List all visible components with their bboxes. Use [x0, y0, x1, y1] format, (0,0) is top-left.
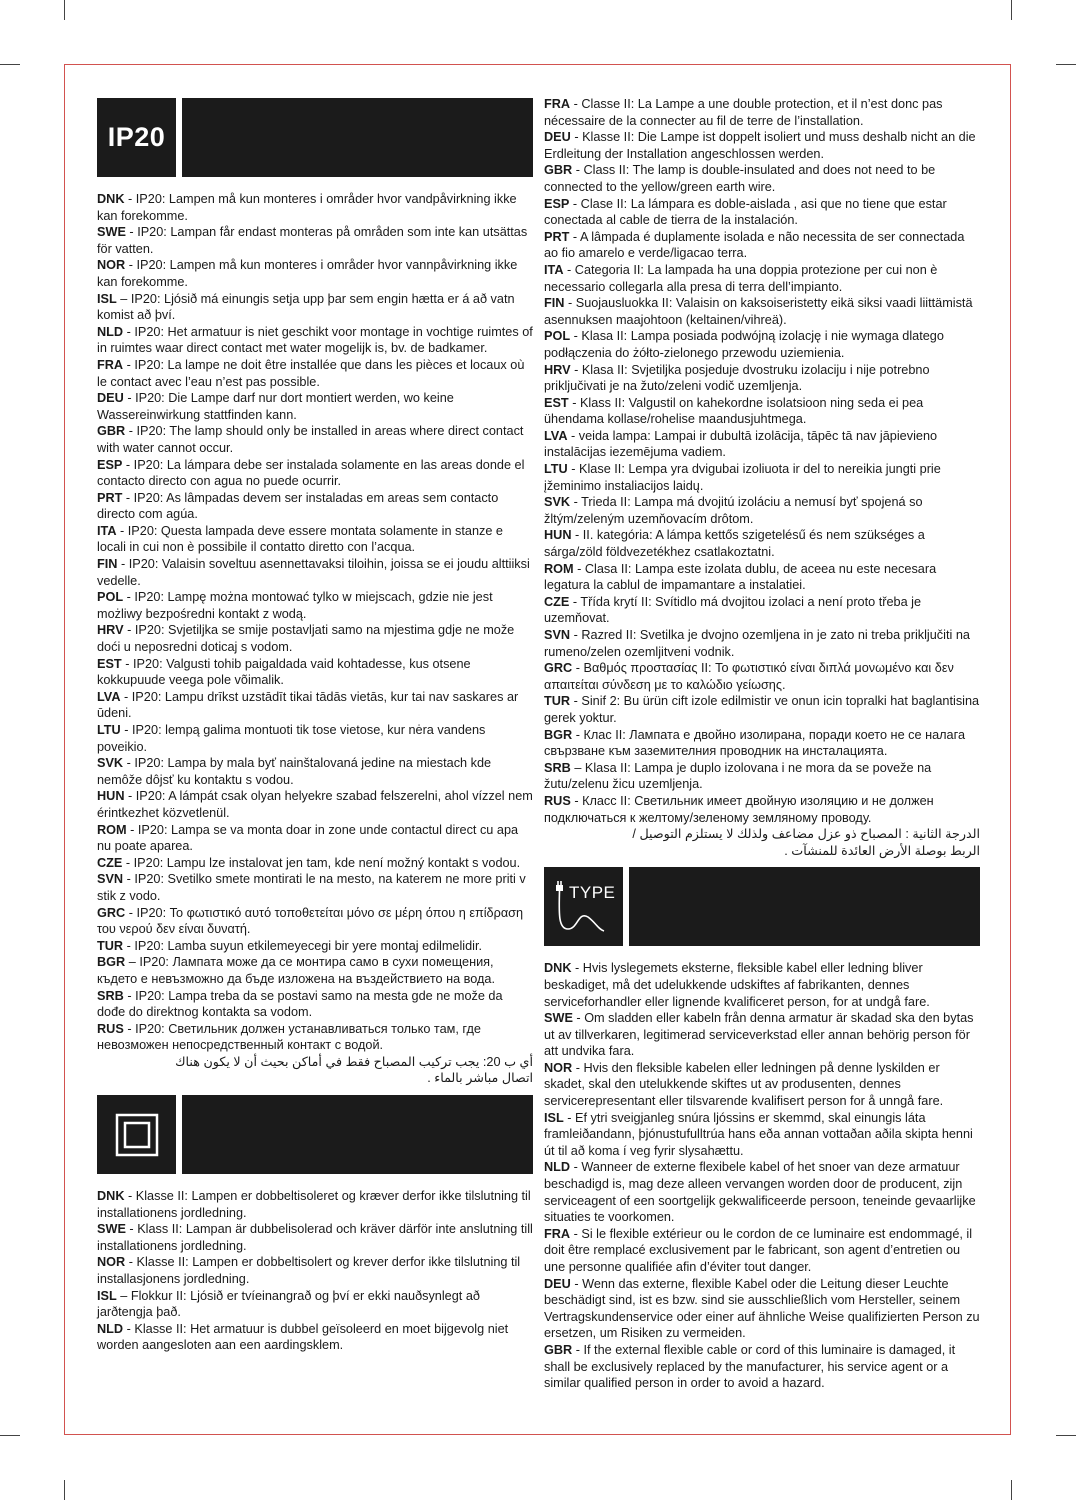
separator: - [567, 462, 580, 477]
separator: - [123, 1321, 135, 1336]
header-bar [182, 98, 533, 177]
separator: - [572, 1060, 584, 1075]
separator: - [569, 229, 580, 244]
separator: - [116, 523, 128, 538]
language-entry-srb [97, 988, 533, 1021]
separator: - [120, 723, 133, 737]
language-entry-est [97, 656, 533, 689]
entry-text: Třída krytí II: Svítidlo má dvojitou izolaci a není proto třeba je uzemňovat. [544, 594, 922, 626]
entry-text: Клас II: Лампата е двойно изолирана, поради което не се налага свързване към заземителния проводник на инсталацията. [544, 727, 965, 759]
entry-text: IP20: Lamba suyun etkilemeyecegi bir yere montaj edilmelidir. [134, 938, 483, 953]
language-entry-nld [544, 1159, 980, 1225]
language-code: BGR [544, 727, 573, 742]
entry-text: Klasse II: Lampen er dobbeltisoleret og kræver derfor ikke tilslutning til installationens jordledning. [97, 1189, 531, 1220]
entry-text: IP20: Lampa treba da se postavi samo na mesta gde ne može da dođe do direktnog kontakta sa vodom. [97, 988, 503, 1020]
language-code: NOR [97, 258, 126, 273]
arabic-text: اتصال مباشر بالماء . [427, 1071, 533, 1086]
entry-text: IP20: A lámpát csak olyan helyekre szabad felszerelni, ahol vízzel nem érintkezhet közvetlenül. [97, 789, 533, 820]
separator: - [123, 391, 136, 406]
separator: - [123, 988, 136, 1003]
language-code: RUS [97, 1021, 124, 1036]
language-code: SRB [97, 988, 124, 1003]
language-entry-gbr [544, 162, 980, 195]
language-code: ISL [97, 1288, 117, 1303]
entry-text: IP20: Светильник должен устанавливаться только там, где невозможен непосредственный контакт с водой. [97, 1021, 481, 1053]
crop-mark [64, 1480, 65, 1500]
language-entry-nor [97, 257, 533, 290]
separator: - [572, 1011, 585, 1026]
language-entry-nld [97, 1321, 533, 1354]
left-column [97, 98, 533, 1354]
language-entry-svn [97, 871, 533, 904]
language-code: BGR [97, 955, 126, 970]
separator: - [569, 196, 581, 211]
separator: - [571, 528, 583, 543]
language-entry-pol [544, 328, 980, 361]
separator: - [564, 296, 576, 311]
language-code: FIN [97, 557, 118, 572]
separator: – [570, 760, 585, 775]
language-code: HUN [97, 789, 125, 804]
entry-text: IP20: The lamp should only be installed in areas where direct contact with water cannot occur. [97, 424, 524, 455]
language-entry-bgr [544, 727, 980, 760]
arabic-text: الدرجة الثانية : المصباح ذو عزل مضاعف ولذلك لا يستلزم التوصيل / [632, 827, 980, 842]
separator: - [123, 756, 135, 771]
separator: - [568, 395, 580, 410]
language-entry-swe [97, 224, 533, 257]
language-entry-dnk [97, 191, 533, 224]
double-square-icon [112, 1110, 162, 1160]
language-code: DEU [97, 391, 124, 406]
entry-text: Clasa II: Lampa este izolata dublu, de aceea nu este necesara legatura la cablul de impamantare a instalatiei. [544, 561, 937, 593]
entry-text: Class II: The lamp is double-insulated and does not need to be connected to the yellow/green earth wire. [544, 163, 936, 194]
separator: - [123, 872, 135, 887]
separator: - [570, 329, 582, 344]
language-code: DEU [544, 1276, 571, 1291]
language-code: SVN [97, 872, 124, 887]
language-entry-gbr [97, 423, 533, 456]
language-code: CZE [544, 594, 570, 609]
language-entry-svn [544, 627, 980, 660]
separator: - [570, 495, 582, 510]
language-code: ITA [544, 262, 564, 277]
entry-text: Klass II: Valgustil on kahekordne isolatsioon ning seda ei pea ühendama kollase/rohelise maandusjuhtmega. [544, 395, 924, 427]
language-entry-lva [544, 428, 980, 461]
entry-text: Clase II: La lámpara es doble-aislada , asi que no tiene que estar conectada al cable de tierra de la instalación. [544, 196, 947, 228]
language-code: NLD [97, 324, 124, 339]
separator: - [123, 357, 135, 372]
entry-text: Βαθμός προστασίας II: Το φωτιστικό είναι διπλά μονωμένο και δεν απαιτείται σύνδεση με το καλώδιο γείωσης. [544, 661, 954, 692]
separator: - [570, 1276, 583, 1291]
entry-text: IP20: Lampa se va monta doar in zone unde contactul direct cu apa nu poate aparea. [97, 822, 519, 854]
language-entry-rus [97, 1021, 533, 1054]
crop-mark [0, 1435, 20, 1436]
entry-text: IP20: Lampa by mala byť nainštalovaná jedine na miestach kde nemôže dôjsť ku kontaktu s vodou. [97, 756, 492, 787]
separator: - [124, 1189, 136, 1204]
language-code: ESP [544, 196, 570, 211]
entry-text: II. kategória: A lámpa kettős szigetelésű és nem szükséges a sárga/zöld földvezetékhez csatlakoztatni. [544, 528, 925, 560]
language-entry-cze [544, 594, 980, 627]
language-entry-bgr [97, 954, 533, 987]
entry-text: Klase II: Lempa yra dvigubai izoliuota ir del to nereikia jungti prie įžeminimo instaliacijos laidų. [544, 462, 941, 493]
entry-text: IP20: Лампата може да се монтира само в сухи помещения, където е невъзможно да бъде изложена на въздействието на вода. [97, 955, 496, 986]
cable-replacement-notes [544, 960, 980, 1391]
entry-text: IP20: Svetilko smete montirati le na mesto, na katerem ne more priti v stik z vodo. [97, 872, 526, 903]
language-code: ITA [97, 523, 117, 538]
entry-text: Klasa II: Svjetiljka posjeduje dvostruku izolaciju i nije potrebno priključivati je na žuto/zeleni vodič uzemljenja. [544, 362, 930, 394]
language-code: SVK [544, 495, 571, 510]
type-badge [544, 867, 623, 946]
entry-text: Klasse II: Lampen er dobbeltisolert og krever derfor ikke tilslutning til installasjonens jordledning. [97, 1255, 521, 1287]
separator: - [123, 1021, 136, 1036]
language-code: TUR [544, 694, 571, 709]
entry-text: IP20: Questa lampada deve essere montata solamente in stanze e locali in cui non è possibile il contatto diretto con l’acqua. [97, 523, 503, 555]
entry-text: IP20: lempą galima montuoti tik tose vietose, kur nėra vandens poveikio. [97, 723, 486, 754]
language-code: NOR [544, 1060, 573, 1075]
language-code: EST [97, 656, 122, 671]
language-code: SVK [97, 756, 124, 771]
language-code: FIN [544, 296, 565, 311]
language-entry-fra [97, 357, 533, 390]
language-entry-ltu [544, 461, 980, 494]
class2-notes-right [544, 96, 980, 826]
crop-mark [0, 64, 20, 65]
separator: - [570, 362, 582, 377]
arabic-text: الربط بوصلة الأرض العائدة للمنشآت . [784, 843, 980, 858]
language-entry-swe [544, 1010, 980, 1060]
separator: - [569, 594, 581, 609]
language-code: POL [544, 329, 571, 344]
language-code: FRA [544, 1226, 571, 1241]
ip20-warnings [97, 191, 533, 1054]
separator: - [123, 324, 135, 339]
entry-text: If the external flexible cable or cord of this luminaire is damaged, it shall be exclusively replaced by the manufacturer, his service agent or a similar qualified person in order to avoid a hazard. [544, 1342, 956, 1391]
type-label: TYPE [569, 883, 616, 903]
language-entry-hrv [97, 622, 533, 655]
language-entry-nor [97, 1254, 533, 1287]
ip20-badge [97, 98, 176, 177]
separator: - [563, 262, 575, 277]
language-code: ISL [544, 1110, 564, 1125]
entry-text: IP20: Het armatuur is niet geschikt voor montage in vochtige ruimtes of in ruimtes waar direct contact met water mogelijk is, bv. de badkamer. [97, 324, 533, 356]
separator: - [123, 590, 135, 605]
separator: - [570, 1160, 582, 1175]
entry-text: veida lampa: Lampai ir dubultā izolācija, tāpēc tā nav jāpievieno instalācijas iezemējuma vadiem. [544, 428, 938, 460]
language-entry-ita [544, 262, 980, 295]
language-code: DNK [544, 961, 572, 976]
entry-text: Klass II: Lampan är dubbelisolerad och kräver därför inte anslutning till installationens jordledning. [97, 1222, 533, 1253]
language-code: CZE [97, 855, 123, 870]
language-code: EST [544, 395, 569, 410]
language-code: SWE [97, 225, 126, 240]
language-entry-deu [544, 129, 980, 162]
separator: - [122, 855, 134, 870]
entry-text: IP20: Lampu drīkst uzstādīt tikai tādās vietās, kur tai nav saskares ar ūdeni. [97, 689, 519, 721]
language-entry-rom [544, 561, 980, 594]
language-entry-svk [97, 755, 533, 788]
language-code: DEU [544, 130, 571, 145]
separator: - [573, 561, 585, 576]
language-entry-grc [97, 905, 533, 938]
entry-text: IP20: Lampan får endast monteras på områden som inte kan utsättas för vatten. [97, 225, 528, 256]
separator: - [122, 457, 134, 472]
entry-text: Om sladden eller kabeln från denna armatur är skadad ska den bytas ut av tillverkaren, legitimerad serviceverkstad eller annan behörig person för att undvika fara. [544, 1011, 974, 1059]
language-entry-tur [97, 938, 533, 955]
entry-text: Flokkur II: Ljósið er tvíeinangrað og því er ekki nauðsynlegt að jarðtengja það. [97, 1288, 480, 1320]
separator: - [567, 428, 579, 443]
language-code: LTU [544, 462, 568, 477]
language-code: SVN [544, 628, 571, 642]
entry-text: IP20: Valaisin soveltuu asennettavaksi tiloihin, joissa se ei joudu alttiiksi vedelle. [97, 557, 530, 588]
separator: - [120, 689, 132, 704]
language-code: PRT [544, 229, 570, 244]
class2-header [97, 1095, 533, 1174]
entry-text: IP20: Lampen må kun monteres i områder hvor vandpåvirkning ikke kan forekomme. [97, 192, 517, 223]
language-code: ISL [97, 291, 117, 306]
separator: - [125, 225, 138, 240]
entry-text: Sinif 2: Bu ürün cift izole edilmistir ve onun icin topralki hat baglantisina gerek yoktur. [544, 694, 980, 725]
language-code: ROM [97, 822, 127, 837]
entry-text: IP20: Svjetiljka se smije postavljati samo na mjestima gdje ne može doći u neposredni doticaj s vodom. [97, 623, 515, 655]
entry-text: Hvis lyslegemets eksterne, fleksible kabel eller ledning bliver beskadiget, må det udelukkende udskiftes af fabrikanten, dennes serviceforhandler eller lignende kvalificeret person, for at undgå fare. [544, 961, 930, 1009]
class2-notes-left [97, 1188, 533, 1354]
separator: - [125, 424, 137, 439]
language-code: DNK [97, 1189, 125, 1204]
ip20-label: IP20 [107, 122, 166, 152]
language-code: NOR [97, 1255, 126, 1270]
separator: – [116, 1288, 131, 1303]
separator: - [121, 656, 133, 671]
language-entry-isl [97, 1288, 533, 1321]
language-code: NLD [97, 1321, 124, 1336]
language-entry-dnk [97, 1188, 533, 1221]
separator: - [570, 628, 582, 642]
entry-text: A lâmpada é duplamente isolada e não necessita de ser connectada ao fio amarelo e verde/ligacao terra. [544, 229, 965, 261]
separator: - [572, 661, 584, 676]
language-code: GRC [544, 661, 573, 676]
entry-text: Suojausluokka II: Valaisin on kaksoiseristetty eikä siksi vaadi liittämistä asennuksen maajohtoon (keltainen/vihreä). [544, 296, 973, 327]
language-code: HUN [544, 528, 572, 543]
language-entry-fin [97, 556, 533, 589]
separator: - [123, 623, 135, 638]
entry-text: Wenn das externe, flexible Kabel oder die Leitung dieser Leuchte beschädigt sind, ist es bzw. sind sie ausschließlich vom Hersteller, seinem Vertragskundenservice oder einer auf ähnliche Weise qualifizierten Person zu ersetzen, um Risiken zu vermeiden. [544, 1276, 980, 1341]
separator: – [116, 291, 131, 306]
separator: - [570, 130, 583, 145]
language-entry-lva [97, 689, 533, 722]
language-entry-hun [544, 527, 980, 560]
language-entry-deu [544, 1276, 980, 1342]
entry-text: IP20: Lampen må kun monteres i områder hvor vannpåvirkning ikke kan forekomme. [97, 258, 518, 289]
separator: - [125, 1222, 138, 1237]
language-code: LVA [544, 428, 568, 443]
language-entry-nld [97, 324, 533, 357]
language-entry-grc [544, 660, 980, 693]
language-entry-prt [544, 229, 980, 262]
language-entry-tur [544, 693, 980, 726]
cable-plug-icon [544, 867, 623, 946]
language-code: LTU [97, 723, 121, 737]
language-entry-fra [544, 1226, 980, 1276]
language-code: GBR [97, 424, 126, 439]
language-entry-est [544, 395, 980, 428]
language-code: GBR [544, 1342, 573, 1357]
language-code: SWE [97, 1222, 126, 1237]
separator: - [122, 490, 134, 505]
language-code: NLD [544, 1160, 571, 1175]
language-entry-swe [97, 1221, 533, 1254]
separator: - [117, 557, 129, 572]
language-code: GBR [544, 163, 573, 178]
language-entry-fin [544, 295, 980, 328]
separator: - [125, 258, 137, 273]
entry-text: Klasse II: Die Lampe ist doppelt isoliert und muss deshalb nicht an die Erdleitung der Installation angeschlossen werden. [544, 130, 976, 161]
ip20-header [97, 98, 533, 177]
separator: - [572, 163, 584, 178]
language-entry-gbr [544, 1342, 980, 1392]
separator: - [125, 1255, 137, 1270]
language-entry-ita [97, 523, 533, 556]
language-entry-pol [97, 589, 533, 622]
entry-text: Razred II: Svetilka je dvojno ozemljena in je zato ni treba priključiti na rumeno/zelen ozemljitveni vodnik. [544, 628, 970, 659]
separator: - [570, 97, 582, 111]
crop-mark [1056, 1435, 1076, 1436]
language-code: DNK [97, 192, 125, 206]
entry-text: Klasse II: Het armatuur is dubbel geïsoleerd en moet bijgevolg niet worden aangesloten aan een aardingsklem. [97, 1321, 509, 1353]
separator: - [126, 822, 138, 837]
language-code: FRA [97, 357, 124, 372]
arabic-text: أي ب 20: يجب تركيب المصباح فقط في أماكن بحيث أن لا يكون هناك [175, 1054, 533, 1069]
entry-text: IP20: Ljósið má einungis setja upp þar sem engin hætta er á að vatn komist að því. [97, 291, 515, 323]
crop-mark [1011, 0, 1012, 20]
crop-mark [1011, 1480, 1012, 1500]
language-entry-rom [97, 822, 533, 855]
language-entry-rus [544, 793, 980, 826]
language-entry-cze [97, 855, 533, 872]
separator: - [123, 938, 135, 953]
right-column [544, 96, 980, 1392]
entry-text: Klasa II: Lampa je duplo izolovana i ne mora da se poveže na žutu/zelenu žicu uzemljenja. [544, 760, 932, 792]
language-entry-hrv [544, 362, 980, 395]
separator: - [563, 1110, 576, 1125]
separator: - [570, 793, 583, 808]
separator: - [571, 961, 583, 976]
entry-text: IP20: Lampu lze instalovat jen tam, kde není možný kontakt s vodou. [133, 855, 521, 870]
language-entry-isl [97, 291, 533, 324]
entry-text: IP20: As lâmpadas devem ser instaladas em areas sem contacto directo com agúa. [97, 490, 499, 522]
language-entry-ltu [97, 722, 533, 755]
entry-text: IP20: La lampe ne doit être installée que dans les pièces et locaux où le contact avec l’eau n’est pas possible. [97, 357, 525, 389]
language-entry-deu [97, 390, 533, 423]
language-code: ROM [544, 561, 574, 576]
language-entry-nor [544, 1060, 980, 1110]
entry-text: Categoria II: La lampada ha una doppia protezione per cui non è necessario collegarla alla presa di terra dell’impianto. [544, 262, 938, 294]
entry-text: IP20: Die Lampe darf nur dort montiert werden, wo keine Wassereinwirkung stattfinden kann. [97, 391, 454, 422]
language-entry-esp [544, 196, 980, 229]
language-entry-esp [97, 457, 533, 490]
language-code: RUS [544, 793, 571, 808]
language-entry-prt [97, 490, 533, 523]
crop-mark [1056, 64, 1076, 65]
language-code: ESP [97, 457, 123, 472]
entry-text: Hvis den fleksible kabelen eller ledningen på denne lyskilden er skadet, skal den utelukkende skiftes ut av produsenten, dennes servicerepresentant eller tilsvarende kvalifisert person for å unngå fare. [544, 1060, 944, 1109]
language-code: POL [97, 590, 124, 605]
entry-text: IP20: Lampę można montować tylko w miejscach, gdzie nie jest możliwy bezpośredni kontakt z wodą. [97, 590, 493, 621]
separator: - [124, 192, 136, 206]
separator: - [570, 1226, 582, 1241]
entry-text: Trieda II: Lampa má dvojitú izoláciu a nemusí byť spojená so žltým/zeleným uzemňovacím drôtom. [544, 495, 923, 526]
language-code: HRV [97, 623, 124, 638]
language-code: SWE [544, 1011, 573, 1026]
entry-text: Класс II: Светильник имеет двойную изоляцию и не должен подключаться к желтому/зеленому земляному проводу. [544, 793, 934, 825]
language-code: PRT [97, 490, 123, 505]
language-entry-dnk [544, 960, 980, 1010]
language-code: LVA [97, 689, 121, 704]
language-code: HRV [544, 362, 571, 377]
entry-text: IP20: La lámpara debe ser instalada solamente en las areas donde el contacto directo con agua no puede ocurrir. [97, 457, 525, 489]
language-entry-srb [544, 760, 980, 793]
language-code: TUR [97, 938, 124, 953]
header-bar [629, 867, 980, 946]
entry-text: Ef ytri sveigjanleg snúra ljóssins er skemmd, skal einungis láta framleiðandann, þjónustufulltrúa hans eða annan vottaðan aðila skipta henni út til að koma í veg fyrir slysahættu. [544, 1110, 973, 1158]
entry-text: IP20: Valgusti tohib paigaldada vaid kohtadesse, kus otsene kokkupuude veega pole võimalik. [97, 656, 471, 688]
entry-text: Wanneer de externe flexibele kabel of het snoer van deze armatuur beschadigd is, mag deze alleen vervangen worden door de producent, zijn serviceagent of een soortgelijk gekwalificeerde persoon, teneinde gevaarlijke situaties te voorkomen. [544, 1160, 976, 1225]
language-entry-fra [544, 96, 980, 129]
separator: - [572, 1342, 584, 1357]
entry-text: Klasa II: Lampa posiada podwójną izolację i nie wymaga dlatego podłączenia do żółto-zielonego przewodu uziemienia. [544, 329, 944, 360]
separator: - [570, 694, 582, 709]
separator: - [124, 789, 136, 804]
language-entry-svk [544, 494, 980, 527]
language-code: GRC [97, 905, 126, 920]
header-bar [182, 1095, 533, 1174]
separator: - [572, 727, 584, 742]
entry-text: Si le flexible extérieur ou le cordon de ce luminaire est endommagé, il doit être remplacé exclusivement par le fabricant, son agent d’entretien ou une personne qualifiée afin d’éviter tout danger. [544, 1226, 973, 1274]
separator: - [125, 905, 137, 920]
language-code: FRA [544, 97, 571, 111]
type-header [544, 867, 980, 946]
entry-text: Classe II: La Lampe a une double protection, et il n’est donc pas nécessaire de la connecter au fil de terre de l’installation. [544, 97, 943, 128]
language-entry-isl [544, 1110, 980, 1160]
language-code: SRB [544, 760, 571, 775]
entry-text: IP20: Το φωτιστικό αυτό τοποθετείται μόνο σε μέρη όπου η επίδραση του νερού δεν είναι δυνατή. [97, 905, 524, 937]
language-entry-hun [97, 788, 533, 821]
crop-mark [64, 0, 65, 20]
separator: – [125, 955, 140, 970]
class2-badge [97, 1095, 176, 1174]
